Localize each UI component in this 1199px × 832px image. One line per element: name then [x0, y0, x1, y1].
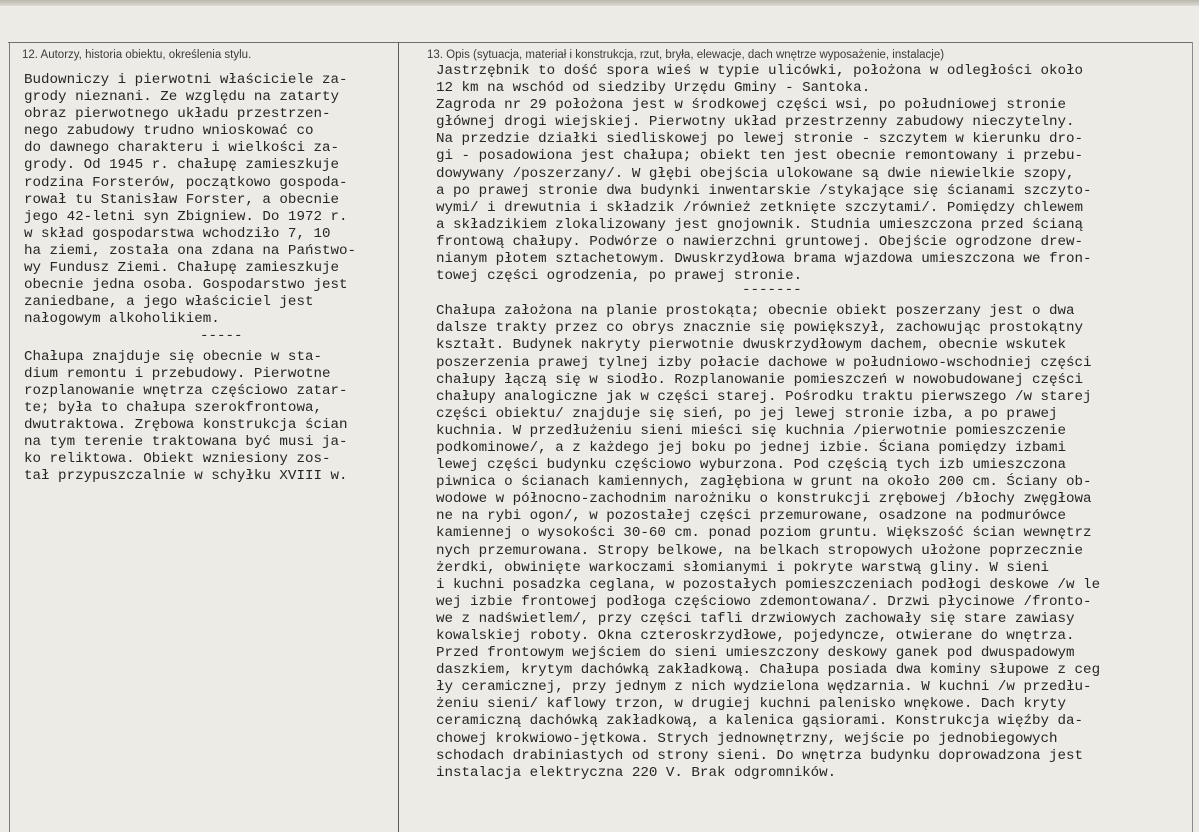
description-paragraph-1: Jastrzębnik to dość spora wieś w typie ulicówki, położona w odległości około 12 km na wschód od siedziby Urzędu Gminy - Santoka. Zagroda nr 29 położona jest w środkowej części wsi, po południowej stronie głównej drogi wiejskiej. Pierwotny układ przestrzenny zabudowy nieczytelny. Na przedzie działki siedliskowej po lewej stronie - szczytem w kierunku dro- gi - posadowiona jest chałupa; obiekt ten jest obecnie remontowany i przebu- dowywany /poszerzany/. W głębi obejścia ulokowane są dwie niewielkie szopy, a po prawej stronie dwa budynki inwentarskie /stykające się ścianami szczyto- wymi/ i drewutnia i składzik /również zetknięte szczytami/. Pomiędzy chlewem a składzikiem zlokalizowany jest gnojownik. Studnia umieszczona przed ścianą frontową chałupy. Podwórze o nawierzchni gruntowej. Obejście ogrodzone drew- nianym płotem sztachetowym. Dwuskrzydłowa brama wjazdowa umieszczona we fron- towej części ogrodzenia, po prawej stronie.: [436, 63, 1092, 285]
column-divider: [398, 42, 399, 832]
header-rule: [8, 42, 1193, 43]
left-border: [9, 42, 10, 832]
description-separator: -------: [742, 282, 802, 299]
history-separator: -----: [200, 328, 243, 345]
section-12-heading: 12. Autorzy, historia obiektu, określenia stylu.: [22, 49, 252, 61]
history-paragraph-1: Budowniczy i pierwotni właściciele za- grody nieznani. Ze względu na zatarty obraz pierwotnego układu przestrzen- nego zabudowy trudno wnioskować co do dawnego charakteru i wielkości za- grody. Od 1945 r. chałupę zamieszkuje rodzina Forsterów, początkowo gospoda- rował tu Stanisław Forster, a obecnie jego 42-letni syn Zbigniew. Do 1972 r. w skład gospodarstwa wchodziło 7, 10 ha ziemi, została ona zdana na Państwo- wy Fundusz Ziemi. Chałupę zamieszkuje obecnie jedna osoba. Gospodarstwo jest zaniedbane, a jego właściciel jest nałogowym alkoholikiem.: [24, 72, 357, 328]
section-13-heading: 13. Opis (sytuacja, materiał i konstrukcja, rzut, bryła, elewacje, dach wnętrze wyposażenie, instalacje): [427, 49, 945, 61]
history-column: [24, 72, 356, 485]
history-paragraph-2: Chałupa znajduje się obecnie w sta- dium remontu i przebudowy. Pierwotne rozplanowanie wnętrza częściowo zatar- te; była to chałupa szerokfrontowa, dwutraktowa. Zrębowa konstrukcja ścian na tym terenie traktowana być musi ja- ko reliktowa. Obiekt wzniesiony zos- tał przypuszczalnie w schyłku XVIII w.: [24, 348, 348, 485]
top-edge-strip: [0, 0, 1199, 6]
description-column: [436, 63, 1100, 782]
description-paragraph-2: Chałupa założona na planie prostokąta; obecnie obiekt poszerzany jest o dwa dalsze trakty przez co obrys znacznie się powiększył, zachowując prostokątny kształt. Budynek nakryty pierwotnie dwuskrzydłowym dachem, obecnie wskutek poszerzenia prawej tylnej izby połacie dachowe w południowo-wschodniej części chałupy łączą się w siodło. Rozplanowanie pomieszczeń w nowobudowanej części chałupy analogiczne jak w części starej. Pośrodku traktu pierwszego /w starej części obiektu/ znajduje się sień, po jej lewej stronie izba, a po prawej kuchnia. W przedłużeniu sieni mieści się kuchnia /pierwotnie pomieszczenie podkominowe/, a z każdego jej boku po jednej izbie. Ściana pomiędzy izbami lewej części budynku częściowo wyburzona. Pod częścią tych izb umieszczona piwnica o ścianach kamiennych, zagłębiona w grunt na około 200 cm. Ściany ob- wodowe w północno-zachodnim narożniku o konstrukcji zrębowej /błochy zwęgłowa ne na rybi ogon/, w pozostałej części przemurowane, osadzone na podmurówce kamiennej o wysokości 30-60 cm. ponad poziom gruntu. Większość ścian wewnętrz nych przemurowana. Stropy belkowe, na belkach stropowych ułożone poprzecznie żerdki, obwinięte warkoczami słomianymi i pokryte warstwą gliny. W sieni i kuchni posadzka ceglana, w pozostałych pomieszczeniach podłogi deskowe /w le wej izbie frontowej podłoga częściowo zdemontowana/. Drzwi płycinowe /fronto- we z nadświetlem/, przy części tafli drzwiowych zachowały się stare zawiasy kowalskiej roboty. Okna czteroskrzydłowe, pojedyncze, otwierane do wnętrza. Przed frontowym wejściem do sieni umieszczony deskowy ganek pod dwuspadowym daszkiem, krytym dachówką zakładkową. Chałupa posiada dwa kominy słupowe z ceg ły ceramicznej, przy jednym z nich wydzielona wędzarnia. W kuchni /w przedłu- żeniu sieni/ kaflowy trzon, w drugiej kuchni palenisko wnękowe. Dach kryty ceramiczną dachówką zakładkową, a kalenica gąsiorami. Konstrukcja więźby da- chowej krokwiowo-jętkowa. Strych jednownętrzny, wejście po jednobiegowych schodach drabiniastych od strony sieni. Do wnętrza budynku doprowadzona jest instalacja elektryczna 220 V. Brak odgromników.: [436, 303, 1101, 781]
right-border: [1192, 42, 1193, 832]
